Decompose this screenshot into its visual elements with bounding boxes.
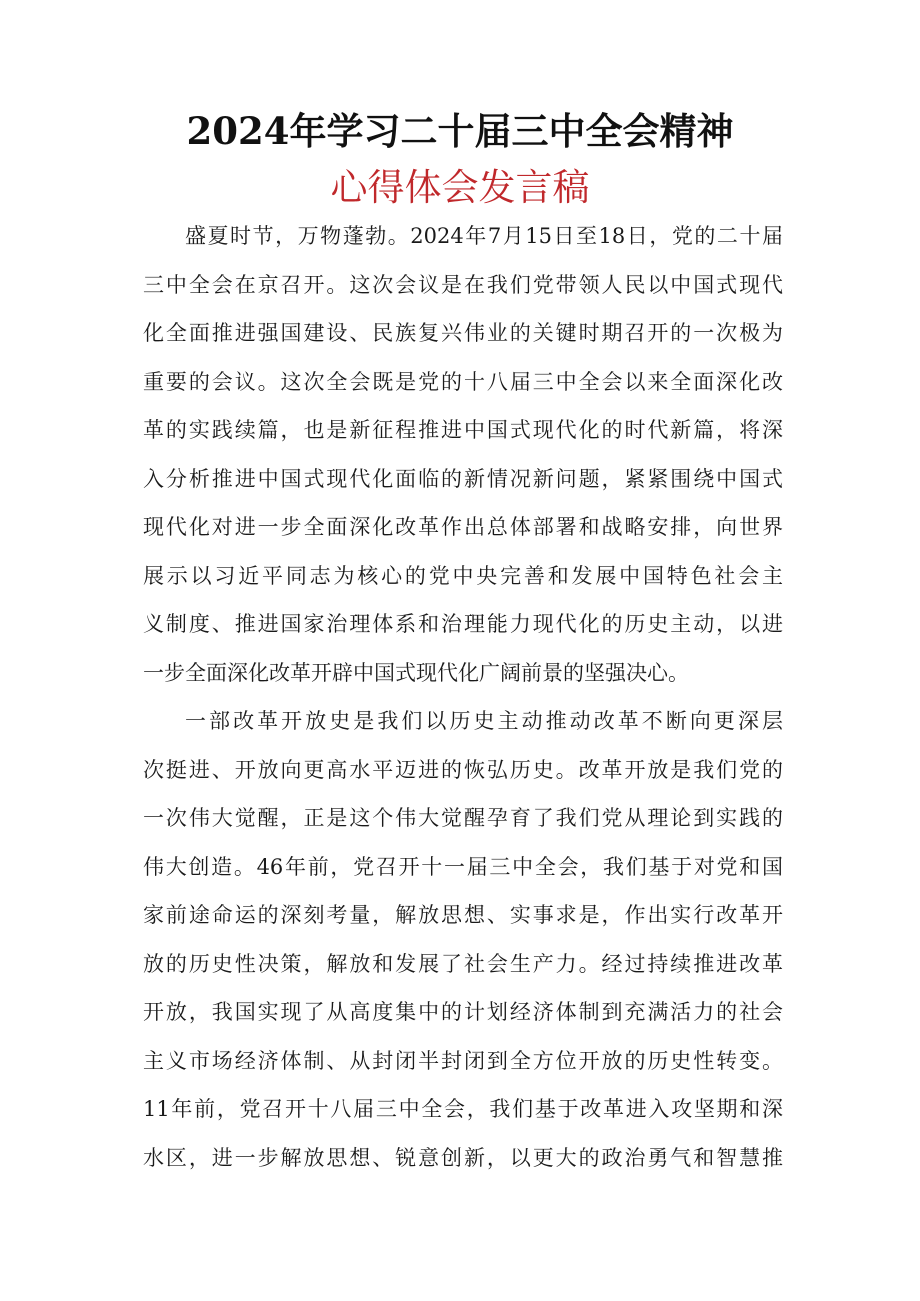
paragraph-line: 水区，进一步解放思想、锐意创新，以更大的政治勇气和智慧推 [143,1145,783,1170]
paragraph-line: 义制度、推进国家治理体系和治理能力现代化的历史主动，以进 [143,612,783,636]
paragraph-line: 一步全面深化改革开辟中国式现代化广阔前景的坚强决心。 [143,660,689,685]
paragraph-line: 现代化对进一步全面深化改革作出总体部署和战略安排，向世界 [143,515,783,539]
paragraph-line: 三中全会在京召开。这次会议是在我们党带领人民以中国式现代 [143,272,783,297]
paragraph-2 [143,697,783,1182]
paragraph-line: 次挺进、开放向更高水平迈进的恢弘历史。改革开放是我们党的 [143,757,783,782]
document-body [143,212,783,1182]
paragraph-line: 开放，我国实现了从高度集中的计划经济体制到充满活力的社会 [143,1000,783,1024]
paragraph-line: 一部改革开放史是我们以历史主动推动改革不断向更深层 [185,709,783,733]
paragraph-line: 一次伟大觉醒，正是这个伟大觉醒孕育了我们党从理论到实践的 [143,806,783,830]
paragraph-line: 盛夏时节，万物蓬勃。2024年7月15日至18日，党的二十届 [185,224,783,248]
document-subtitle: 心得体会发言稿 [330,166,590,209]
paragraph-line: 革的实践续篇，也是新征程推进中国式现代化的时代新篇，将深 [143,418,783,442]
paragraph-line: 主义市场经济体制、从封闭半封闭到全方位开放的历史性转变。 [143,1048,783,1073]
paragraph-line: 11年前，党召开十八届三中全会，我们基于改革进入攻坚期和深 [143,1097,783,1121]
paragraph-line: 放的历史性决策，解放和发展了社会生产力。经过持续推进改革 [143,951,783,976]
paragraph-line: 家前途命运的深刻考量，解放思想、实事求是，作出实行改革开 [143,903,783,927]
paragraph-line: 展示以习近平同志为核心的党中央完善和发展中国特色社会主 [143,563,783,588]
paragraph-line: 入分析推进中国式现代化面临的新情况新问题，紧紧围绕中国式 [143,466,783,491]
paragraph-1 [143,212,783,697]
paragraph-line: 化全面推进强国建设、民族复兴伟业的关键时期召开的一次极为 [143,321,783,345]
paragraph-line: 重要的会议。这次全会既是党的十八届三中全会以来全面深化改 [143,369,783,394]
document-title: 2024年学习二十届三中全会精神 [186,109,734,153]
paragraph-line: 伟大创造。46年前，党召开十一届三中全会，我们基于对党和国 [143,854,783,879]
